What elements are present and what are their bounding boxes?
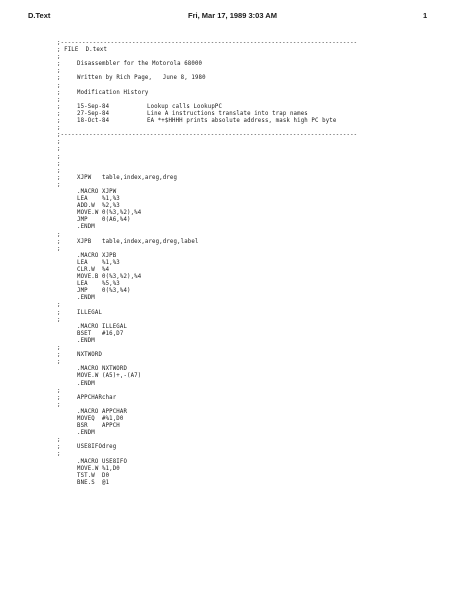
comment-marker: ;: [57, 231, 61, 238]
code-line: [57, 224, 457, 231]
macro-header-args: table,index,areg,dreg: [102, 174, 178, 181]
code-line: [57, 480, 457, 487]
title-line: [57, 61, 457, 68]
comment-line: [57, 68, 457, 75]
code-line: [57, 338, 457, 345]
comment-marker: ;: [57, 401, 61, 408]
opcode: .ENDM: [77, 224, 95, 231]
opcode: BSR: [77, 423, 88, 430]
macro-header-name: USE8IFO: [77, 444, 103, 451]
rule-text: ;-----------------------------------------------------------------------------------: [57, 40, 358, 46]
operand: %1,D0: [102, 465, 120, 472]
comment-line: [57, 97, 457, 104]
macro-header-line: [57, 175, 457, 182]
code-line: [57, 381, 457, 388]
opcode: BSET: [77, 330, 92, 337]
comment-marker: ;: [57, 302, 61, 309]
code-line: [57, 196, 457, 203]
history-heading: Modification History: [77, 89, 149, 96]
operand: D0: [102, 472, 110, 479]
history-date: 27-Sep-84: [77, 110, 110, 117]
macro-header-name: APPCHAR: [77, 394, 103, 401]
operand: APPCH: [102, 423, 120, 430]
comment-line: [57, 154, 457, 161]
history-entry: [57, 111, 457, 118]
macro-header-name: ILLEGAL: [77, 309, 103, 316]
comment-marker: ;: [57, 96, 61, 103]
comment-line: [57, 359, 457, 366]
code-line: [57, 366, 457, 373]
code-line: [57, 260, 457, 267]
macro-header-args: table,index,areg,dreg,label: [102, 238, 199, 245]
history-entry: [57, 104, 457, 111]
comment-marker: ;: [57, 103, 61, 110]
rule-text: ;-----------------------------------------------------------------------------------: [57, 132, 358, 139]
comment-line: [57, 125, 457, 132]
comment-marker: ;: [57, 139, 61, 146]
opcode: .ENDM: [77, 337, 95, 344]
history-note: Line A instructions translate into trap names: [147, 110, 308, 117]
opcode: .MACRO: [77, 252, 99, 259]
comment-marker: ;: [57, 387, 61, 394]
operand: @1: [102, 479, 110, 486]
code-line: [57, 288, 457, 295]
opcode: MOVE.W: [77, 210, 99, 217]
comment-line: [57, 402, 457, 409]
code-line: [57, 217, 457, 224]
comment-marker: ;: [57, 153, 61, 160]
comment-marker: ;: [57, 110, 61, 117]
code-line: [57, 203, 457, 210]
macro-header-args: dreg: [102, 444, 117, 451]
code-line: [57, 253, 457, 260]
code-line: [57, 267, 457, 274]
comment-marker: ;: [57, 181, 61, 188]
history-date: 15-Sep-84: [77, 103, 110, 110]
operand: (A5)+,-(A7): [102, 373, 142, 380]
code-line: [57, 416, 457, 423]
operand: ILLEGAL: [102, 323, 128, 330]
history-date: 18-Oct-84: [77, 118, 110, 125]
comment-marker: ;: [57, 82, 61, 89]
comment-marker: ;: [57, 54, 61, 61]
comment-line: [57, 437, 457, 444]
operand: %5,%3: [102, 281, 120, 288]
comment-line: [57, 182, 457, 189]
code-line: [57, 423, 457, 430]
comment-marker: ;: [57, 352, 61, 359]
code-line: [57, 189, 457, 196]
history-heading-line: [57, 90, 457, 97]
macro-header-line: [57, 310, 457, 317]
print-date-time: Fri, Mar 17, 1989 3:03 AM: [188, 11, 277, 20]
comment-line: [57, 83, 457, 90]
opcode: LEA: [77, 196, 88, 203]
operand: #16,D7: [102, 330, 124, 337]
comment-line: [57, 302, 457, 309]
operand: XJPW: [102, 188, 117, 195]
code-line: [57, 409, 457, 416]
opcode: ADD.W: [77, 203, 95, 210]
opcode: MOVEQ: [77, 415, 95, 422]
operand: NXTWORD: [102, 366, 128, 373]
opcode: .MACRO: [77, 188, 99, 195]
code-line: [57, 324, 457, 331]
file-name: D.Text: [28, 11, 51, 20]
comment-marker: ;: [57, 309, 61, 316]
comment-marker: ;: [57, 89, 61, 96]
code-line: [57, 373, 457, 380]
code-line: [57, 466, 457, 473]
rule-line: [57, 40, 457, 47]
opcode: MOVE.B: [77, 274, 99, 281]
comment-marker: ;: [57, 61, 61, 68]
comment-line: [57, 345, 457, 352]
comment-line: [57, 146, 457, 153]
code-line: [57, 281, 457, 288]
operand: 0(%3,%4): [102, 288, 131, 295]
opcode: .MACRO: [77, 366, 99, 373]
page-header: [0, 11, 465, 23]
operand: %2,%3: [102, 203, 120, 210]
comment-line: [57, 54, 457, 61]
comment-marker: ;: [57, 75, 61, 82]
file-label: ; FILE D.text: [57, 47, 108, 54]
opcode: .ENDM: [77, 380, 95, 387]
code-line: [57, 473, 457, 480]
opcode: .ENDM: [77, 430, 95, 437]
opcode: .MACRO: [77, 458, 99, 465]
comment-line: [57, 139, 457, 146]
macro-header-name: XJPW: [77, 174, 92, 181]
comment-marker: ;: [57, 174, 61, 181]
code-line: [57, 295, 457, 302]
history-note: EA *+$HHHH prints absolute address, mask high PC byte: [147, 118, 337, 125]
operand: XJPB: [102, 252, 117, 259]
macro-header-name: XJPB: [77, 238, 92, 245]
operand: USE8IFO: [102, 458, 128, 465]
opcode: .MACRO: [77, 323, 99, 330]
comment-marker: ;: [57, 437, 61, 444]
operand: 0(A6,%4): [102, 217, 131, 224]
comment-marker: ;: [57, 118, 61, 125]
operand: %1,%3: [102, 196, 120, 203]
comment-marker: ;: [57, 316, 61, 323]
title-text: Disassembler for the Motorola 68000: [77, 61, 203, 68]
author-text: Written by Rich Page, June 8, 1980: [77, 75, 206, 82]
comment-marker: ;: [57, 359, 61, 366]
comment-marker: ;: [57, 68, 61, 75]
operand: APPCHAR: [102, 408, 128, 415]
comment-marker: ;: [57, 245, 61, 252]
macro-header-line: [57, 352, 457, 359]
macro-header-line: [57, 444, 457, 451]
operand: %4: [102, 267, 110, 273]
comment-line: [57, 161, 457, 168]
macro-header-line: [57, 239, 457, 246]
comment-line: [57, 246, 457, 253]
comment-marker: ;: [57, 345, 61, 352]
opcode: JMP: [77, 288, 88, 295]
opcode: JMP: [77, 217, 88, 224]
opcode: BNE.S: [77, 479, 95, 486]
source-listing: [57, 40, 457, 487]
history-entry: [57, 118, 457, 125]
comment-marker: ;: [57, 167, 61, 174]
operand: 0(%3,%2),%4: [102, 210, 142, 217]
file-line: [57, 47, 457, 54]
page-number: 1: [423, 11, 428, 20]
code-line: [57, 274, 457, 281]
opcode: LEA: [77, 281, 88, 288]
macro-header-line: [57, 395, 457, 402]
operand: 0(%3,%2),%4: [102, 274, 142, 281]
comment-marker: ;: [57, 238, 61, 245]
comment-line: [57, 232, 457, 239]
comment-marker: ;: [57, 160, 61, 167]
rule-line: [57, 132, 457, 139]
opcode: .ENDM: [77, 295, 95, 302]
operand: %1,%3: [102, 259, 120, 266]
comment-marker: ;: [57, 444, 61, 451]
opcode: TST.W: [77, 472, 95, 479]
opcode: .MACRO: [77, 408, 99, 415]
macro-header-args: char: [102, 394, 117, 401]
comment-marker: ;: [57, 125, 61, 132]
operand: #%1,D0: [102, 415, 124, 422]
opcode: LEA: [77, 259, 88, 266]
opcode: CLR.W: [77, 267, 95, 273]
comment-line: [57, 451, 457, 458]
comment-line: [57, 388, 457, 395]
code-line: [57, 210, 457, 217]
comment-marker: ;: [57, 394, 61, 401]
comment-marker: ;: [57, 451, 61, 458]
opcode: MOVE.W: [77, 373, 99, 380]
comment-line: [57, 168, 457, 175]
comment-line: [57, 317, 457, 324]
history-note: Lookup calls LookupPC: [147, 103, 223, 110]
code-line: [57, 331, 457, 338]
code-line: [57, 459, 457, 466]
code-line: [57, 430, 457, 437]
author-line: [57, 75, 457, 82]
opcode: MOVE.W: [77, 465, 99, 472]
comment-marker: ;: [57, 146, 61, 153]
macro-header-name: NXTWORD: [77, 352, 103, 359]
